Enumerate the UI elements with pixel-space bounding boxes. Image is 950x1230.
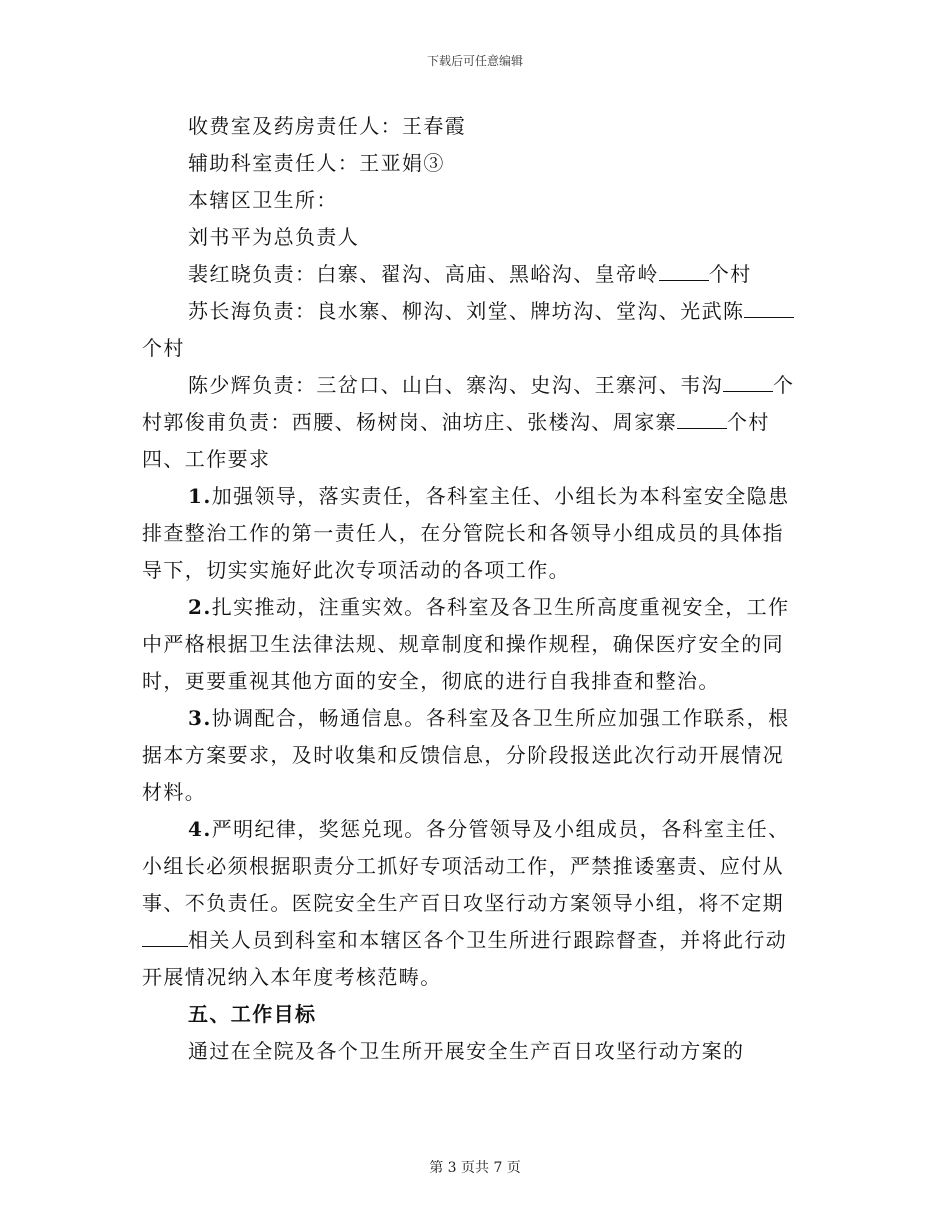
section-heading: 五、工作目标 — [188, 1002, 317, 1026]
text-su: 苏长海负责：良水寨、柳沟、刘堂、牌坊沟、堂沟、光武陈 — [188, 299, 745, 323]
item-text: 加强领导，落实责任，各科室主任、小组长为本科室安全隐患排查整治工作的第一责任人，在分管院长和各领导小组成员的具体指导下，切实实施好此次专项活动的各项工作。 — [142, 484, 790, 582]
fill-blank — [142, 928, 188, 947]
paragraph-item-2 — [142, 589, 800, 700]
text-pei-tail: 个村 — [708, 262, 752, 286]
paragraph-su — [142, 293, 800, 367]
page-header: 下载后可任意编辑 — [426, 54, 523, 68]
page-footer: 第 3 页共 7 页 — [429, 1160, 521, 1176]
item-text: 严明纪律，奖惩兑现。各分管领导及小组成员，各科室主任、小组长必须根据职责分工抓好专项活动工作，严禁推诿塞责、应付从事、不负责任。医院安全生产百日攻坚行动方案领导小组，将不定期 — [142, 817, 790, 915]
item-text: 扎实推动，注重实效。各科室及各卫生所高度重视安全，工作中严格根据卫生法律法规、规章制度和操作规程，确保医疗安全的同时，更要重视其他方面的安全，彻底的进行自我排查和整治。 — [142, 595, 790, 693]
item-text-tail: 相关人员到科室和本辖区各个卫生所进行跟踪督查，并将此行动开展情况纳入本年度考核范畴。 — [142, 928, 788, 989]
text-pei: 裴红晓负责：白寨、翟沟、高庙、黑峪沟、皇帝岭 — [188, 262, 659, 286]
paragraph-item-3 — [142, 700, 800, 811]
paragraph-cashier: 收费室及药房责任人：王春霞 — [188, 114, 467, 138]
item-text: 协调配合，畅通信息。各科室及各卫生所应加强工作联系，根据本方案要求，及时收集和反馈信息，分阶段报送此次行动开展情况材料。 — [142, 706, 790, 804]
paragraph-general-head: 刘书平为总负责人 — [188, 225, 360, 249]
fill-blank — [723, 373, 773, 392]
fill-blank — [744, 299, 794, 318]
text-su-tail: 个村 — [142, 336, 185, 360]
item-number: 2. — [188, 595, 212, 619]
paragraph-clinic-title: 本辖区卫生所： — [188, 188, 338, 212]
paragraph-item-4 — [142, 811, 800, 996]
item-number: 1. — [188, 484, 212, 508]
document-body — [142, 108, 800, 1070]
paragraph-section5: 通过在全院及各个卫生所开展安全生产百日攻坚行动方案的 — [188, 1039, 745, 1063]
item-number: 4. — [188, 817, 212, 841]
item-number: 3. — [188, 706, 212, 730]
text-section4-heading: 个村四、工作要求 — [142, 410, 770, 471]
paragraph-item-1 — [142, 478, 800, 589]
text-chen: 陈少辉负责：三岔口、山白、寨沟、史沟、王寨河、韦沟 — [188, 373, 723, 397]
paragraph-chen — [142, 367, 800, 478]
paragraph-pei — [142, 256, 800, 293]
text-guo: 个村郭俊甫负责：西腰、杨树岗、油坊庄、张楼沟、周家寨 — [142, 373, 795, 434]
fill-blank — [677, 410, 727, 429]
paragraph-auxiliary: 辅助科室责任人：王亚娟③ — [188, 151, 445, 175]
fill-blank — [659, 262, 709, 281]
